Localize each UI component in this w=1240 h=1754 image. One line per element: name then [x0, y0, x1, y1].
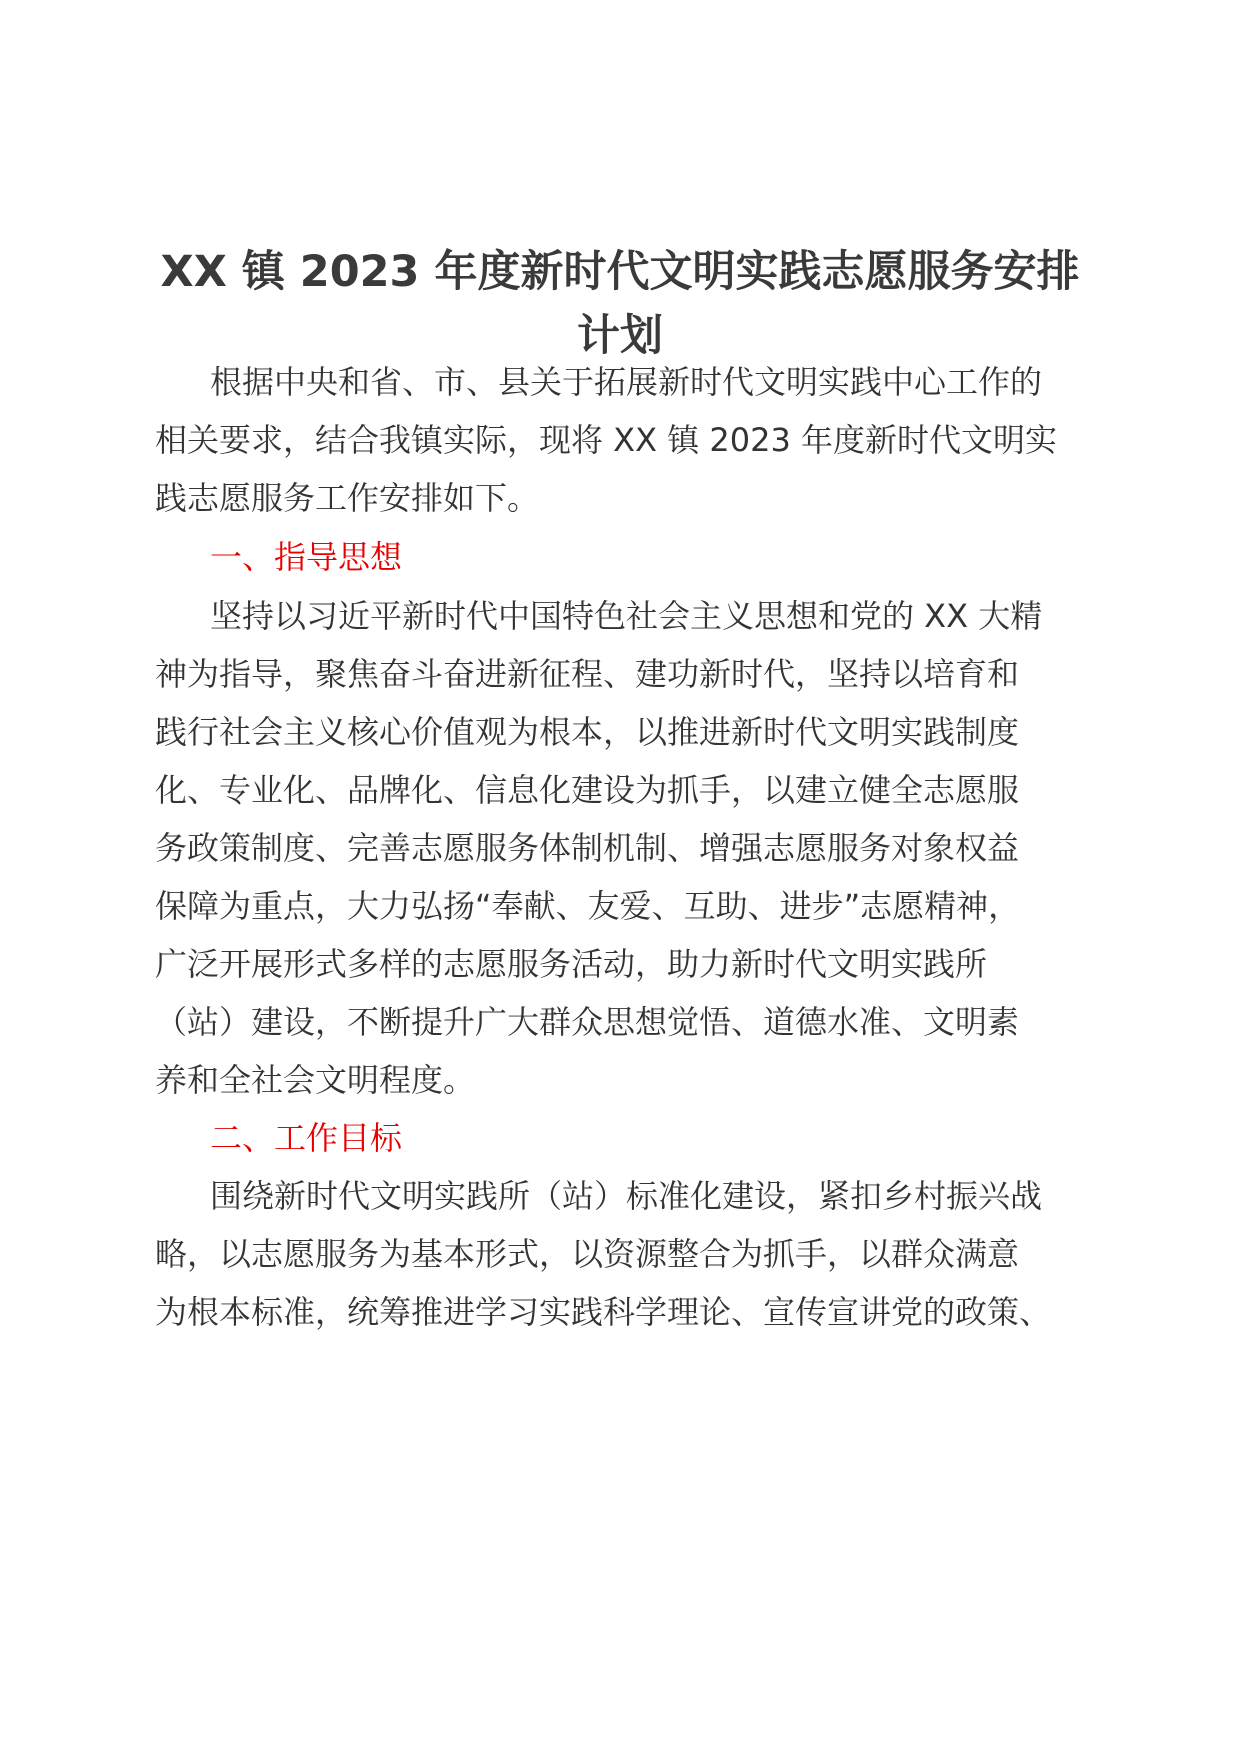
section-heading-work-goals: 二、工作目标	[210, 1119, 403, 1157]
section1-line: 坚持以习近平新时代中国特色社会主义思想和党的 XX 大精	[210, 597, 1043, 635]
document-title: XX 镇 2023 年度新时代文明实践志愿服务安排计划	[160, 247, 1080, 361]
section1-line: 养和全社会文明程度。	[155, 1061, 476, 1099]
section1-line: 践行社会主义核心价值观为根本，以推进新时代文明实践制度	[155, 713, 1020, 751]
section2-line: 围绕新时代文明实践所（站）标准化建设，紧扣乡村振兴战	[210, 1177, 1043, 1215]
section2-line: 略，以志愿服务为基本形式，以资源整合为抓手，以群众满意	[155, 1235, 1020, 1273]
section1-line: 保障为重点，大力弘扬“奉献、友爱、互助、进步”志愿精神，	[155, 887, 1021, 925]
section-heading-guiding-ideology: 一、指导思想	[210, 538, 403, 576]
intro-line: 相关要求，结合我镇实际，现将 XX 镇 2023 年度新时代文明实	[155, 421, 1057, 459]
section1-line: （站）建设，不断提升广大群众思想觉悟、道德水准、文明素	[155, 1003, 1020, 1041]
section1-line: 化、专业化、品牌化、信息化建设为抓手，以建立健全志愿服	[155, 771, 1020, 809]
section1-line: 神为指导，聚焦奋斗奋进新征程、建功新时代，坚持以培育和	[155, 655, 1020, 693]
intro-line: 践志愿服务工作安排如下。	[155, 479, 540, 517]
section1-line: 务政策制度、完善志愿服务体制机制、增强志愿服务对象权益	[155, 829, 1020, 867]
intro-line: 根据中央和省、市、县关于拓展新时代文明实践中心工作的	[210, 363, 1043, 401]
section2-line: 为根本标准，统筹推进学习实践科学理论、宣传宣讲党的政策、	[155, 1293, 1052, 1331]
section1-line: 广泛开展形式多样的志愿服务活动，助力新时代文明实践所	[155, 945, 988, 983]
